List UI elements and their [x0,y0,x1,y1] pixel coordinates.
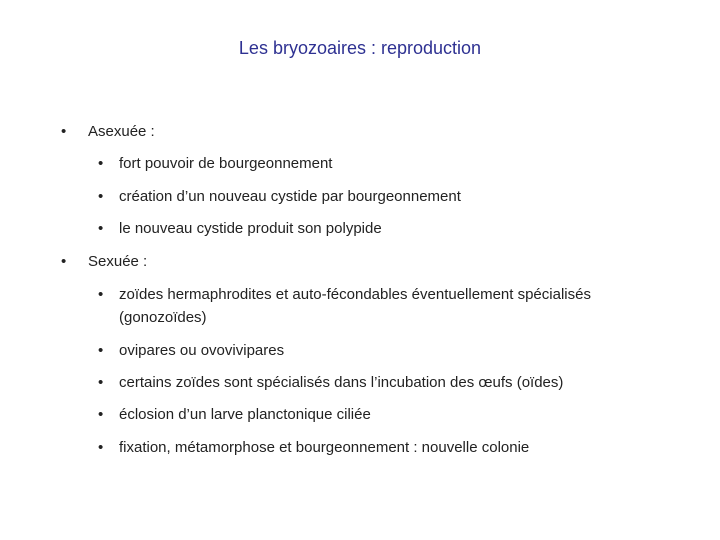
bullet-icon: • [98,406,104,423]
section-label: Asexuée : [88,123,155,140]
list-item-text: ovipares ou ovovivipares [119,342,285,359]
list-item-text: fixation, métamorphose et bourgeonnement : nouvelle colonie [119,439,530,456]
bullet-icon: • [98,220,104,237]
list-item-text: fort pouvoir de bourgeonnement [119,155,333,172]
bullet-icon: • [98,374,104,391]
bullet-icon: • [61,253,67,270]
bullet-icon: • [98,286,104,303]
bullet-icon: • [98,188,104,205]
slide-title: Les bryozoaires : reproduction [238,38,482,58]
bullet-icon: • [98,342,104,359]
list-item-text: le nouveau cystide produit son polypide [119,220,382,237]
list-item-text: création d’un nouveau cystide par bourgeonnement [119,188,461,205]
list-item-text: certains zoïdes sont spécialisés dans l’incubation des œufs (oïdes) [119,374,564,391]
section-label: Sexuée : [88,253,148,270]
bullet-icon: • [98,155,104,172]
bullet-icon: • [61,123,67,140]
list-item-text: éclosion d’un larve planctonique ciliée [119,406,371,423]
list-item-text: zoïdes hermaphrodites et auto-fécondables éventuellement spécialisés (gonozoïdes) [119,286,591,326]
bullet-icon: • [98,439,104,456]
